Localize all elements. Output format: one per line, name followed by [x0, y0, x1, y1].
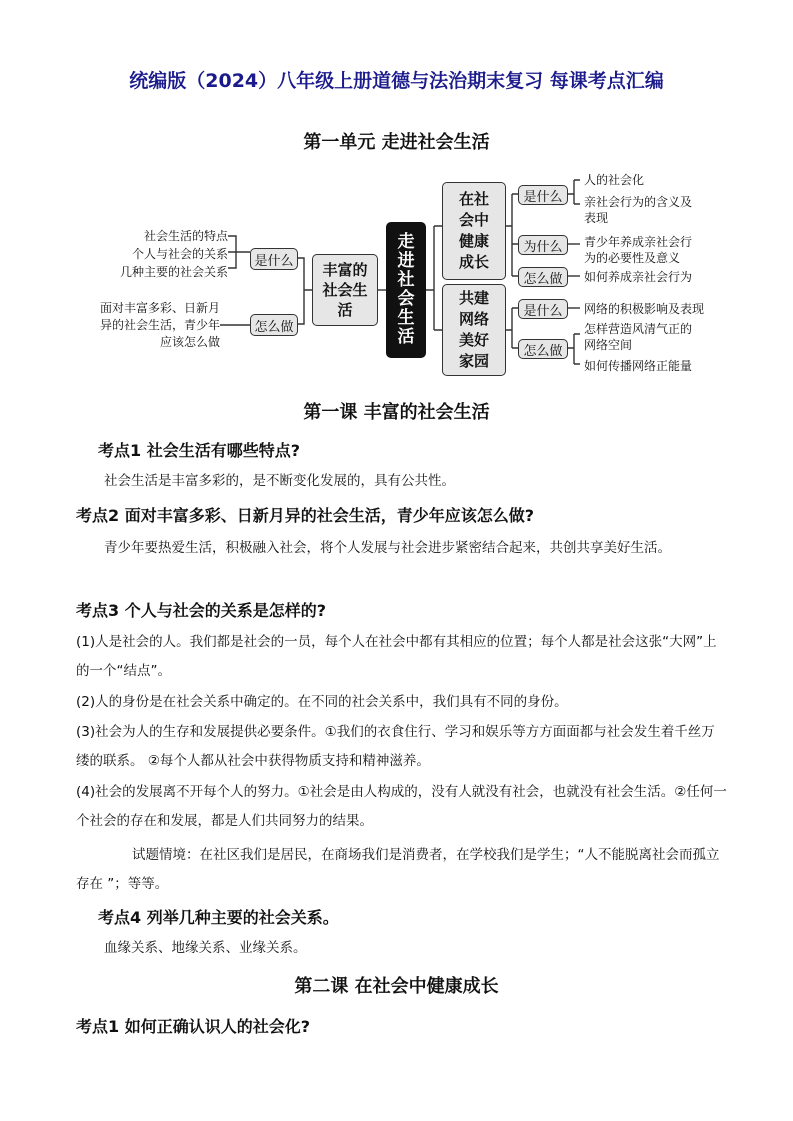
left-q1-box: 是什么 [250, 248, 298, 270]
r2-q2-box: 怎么做 [518, 339, 568, 359]
r1-q2-item: 为的必要性及意义 [584, 251, 681, 265]
r2-q2-item: 网络空间 [584, 338, 633, 352]
mindmap [70, 172, 730, 382]
lesson1-k2-title: 考点2 面对丰富多彩、日新月异的社会生活，青少年应该怎么做? [76, 506, 534, 525]
lesson2-title: 第二课 在社会中健康成长 [294, 976, 499, 997]
lesson1-k3-p3: (3)社会为人的生存和发展提供必要条件。①我们的衣食住行、学习和娱乐等方方面面都与社会发生着千丝万缕的联系。 ②每个人都从社会中获得物质支持和精神滋养。 [76, 724, 715, 769]
r1-q2-box: 为什么 [518, 235, 568, 255]
r1-q1-box: 是什么 [518, 185, 568, 205]
lesson1-k3-situation: 试题情境：在社区我们是居民，在商场我们是消费者，在学校我们是学生；“人不能脱离社会而孤立存在 ”；等等。 [76, 847, 720, 892]
r1-q1-item: 表现 [584, 211, 609, 225]
lesson1-k2-text: 青少年要热爱生活，积极融入社会，将个人发展与社会进步紧密结合起来，共创共享美好生活。 [104, 540, 671, 556]
left-q2-item: 异的社会生活，青少年 [99, 318, 220, 332]
left-q1-item: 个人与社会的关系 [131, 247, 228, 261]
r1-q3-item: 如何养成亲社会行为 [584, 270, 693, 284]
lesson1-k4-title: 考点4 列举几种主要的社会关系。 [98, 908, 339, 927]
lesson1-k1-text: 社会生活是丰富多彩的，是不断变化发展的，具有公共性。 [104, 473, 455, 489]
left-q2-item: 面对丰富多彩、日新月 [99, 301, 220, 315]
lesson1-k1-title: 考点1 社会生活有哪些特点? [98, 441, 300, 460]
document-title: 统编版（2024）八年级上册道德与法治期末复习 每课考点汇编 [129, 70, 664, 92]
left-node: 丰富的社会生活 [312, 254, 378, 326]
lesson1-k3-p4: (4)社会的发展离不开每个人的努力。①社会是由人构成的，没有人就没有社会，也就没有社会生活。②任何一个社会的存在和发展，都是人们共同努力的结果。 [76, 784, 727, 829]
lesson1-title: 第一课 丰富的社会生活 [303, 402, 490, 423]
lesson1-k3-p1: (1)人是社会的人。我们都是社会的一员，每个人在社会中都有其相应的位置；每个人都是社会这张“大网”上的一个“结点”。 [76, 634, 717, 679]
center-node: 走进社会生活 [386, 222, 426, 358]
unit-title: 第一单元 走进社会生活 [303, 132, 490, 153]
r2-q1-item: 网络的积极影响及表现 [584, 302, 705, 316]
r1-q3-box: 怎么做 [518, 267, 568, 287]
left-q2-item: 应该怎么做 [159, 335, 220, 349]
r1-q2-item: 青少年养成亲社会行 [584, 235, 693, 249]
left-q1-item: 社会生活的特点 [143, 229, 228, 243]
r1-q1-item: 人的社会化 [584, 173, 645, 187]
left-q1-item: 几种主要的社会关系 [119, 265, 228, 279]
lesson1-k4-text: 血缘关系、地缘关系、业缘关系。 [104, 940, 307, 956]
right-node-2: 共建网络美好家园 [442, 284, 506, 376]
r2-q2-item: 如何传播网络正能量 [584, 359, 693, 373]
left-q2-box: 怎么做 [250, 314, 298, 336]
lesson1-k3-p2: (2)人的身份是在社会关系中确定的。在不同的社会关系中，我们具有不同的身份。 [76, 694, 568, 710]
right-node-1: 在社会中健康成长 [442, 182, 506, 280]
lesson1-k3-title: 考点3 个人与社会的关系是怎样的? [76, 601, 326, 620]
r1-q1-item: 亲社会行为的含义及 [584, 195, 693, 209]
r2-q2-item: 怎样营造风清气正的 [584, 322, 693, 336]
r2-q1-box: 是什么 [518, 299, 568, 319]
lesson2-k1-title: 考点1 如何正确认识人的社会化? [76, 1017, 310, 1036]
